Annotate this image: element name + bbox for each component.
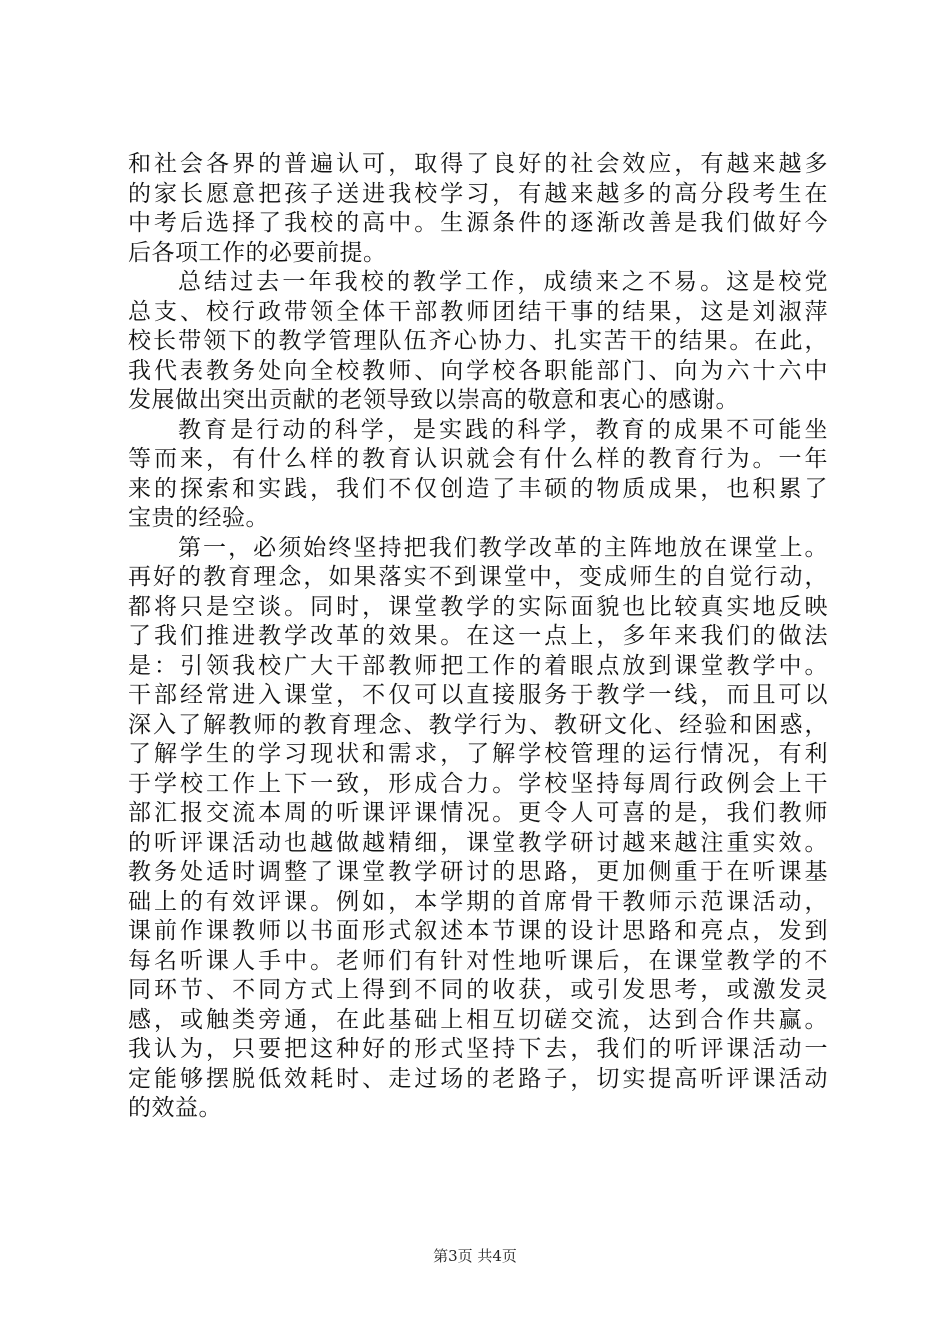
text-line: 干部经常进入课堂，不仅可以直接服务于教学一线，而且可以: [128, 682, 828, 708]
text-line: 教育是行动的科学，是实践的科学，教育的成果不可能坐: [178, 416, 828, 443]
text-line: 每名听课人手中。老师们有针对性地听课后，在课堂教学的不: [128, 947, 828, 974]
text-line: 础上的有效评课。例如，本学期的首席骨干教师示范课活动，: [128, 888, 828, 915]
text-line: 发展做出突出贡献的老领导致以崇高的敬意和衷心的感谢。: [128, 387, 739, 413]
text-line: 于学校工作上下一致，形成合力。学校坚持每周行政例会上干: [128, 770, 828, 797]
text-line: 是：引领我校广大干部教师把工作的着眼点放到课堂教学中。: [128, 652, 828, 679]
page-footer: [0, 1246, 950, 1266]
text-line: 部汇报交流本周的听课评课情况。更令人可喜的是，我们教师: [128, 800, 828, 826]
text-line: 深入了解教师的教育理念、教学行为、教研文化、经验和困惑，: [128, 711, 828, 738]
text-line: 同环节、不同方式上得到不同的收获，或引发思考，或激发灵: [128, 977, 828, 1003]
text-line: 教务处适时调整了课堂教学研讨的思路，更加侧重于在听课基: [128, 859, 828, 885]
text-line: 第一，必须始终坚持把我们教学改革的主阵地放在课堂上。: [178, 534, 828, 561]
paragraph-2: [128, 268, 828, 416]
text-line: 和社会各界的普遍认可，取得了良好的社会效应，有越来越多: [128, 151, 828, 177]
text-line: 我代表教务处向全校教师、向学校各职能部门、向为六十六中: [128, 357, 828, 384]
text-line: 校长带领下的教学管理队伍齐心协力、扎实苦干的结果。在此，: [128, 328, 828, 354]
text-line: 总结过去一年我校的教学工作，成绩来之不易。这是校党: [178, 269, 828, 295]
text-line: 等而来，有什么样的教育认识就会有什么样的教育行为。一年: [128, 446, 828, 472]
paragraph-3: [128, 416, 828, 534]
text-line: 了我们推进教学改革的效果。在这一点上，多年来我们的做法: [128, 623, 828, 649]
text-line: 都将只是空谈。同时，课堂教学的实际面貌也比较真实地反映: [128, 593, 828, 620]
text-line: 的效益。: [128, 1095, 222, 1121]
text-line: 的听评课活动也越做越精细，课堂教学研讨越来越注重实效。: [128, 829, 828, 856]
text-line: 总支、校行政带领全体干部教师团结干事的结果，这是刘淑萍: [128, 298, 828, 325]
text-line: 的家长愿意把孩子送进我校学习，有越来越多的高分段考生在: [128, 180, 828, 207]
text-line: 课前作课教师以书面形式叙述本节课的设计思路和亮点，发到: [128, 918, 828, 944]
text-line: 宝贵的经验。: [128, 505, 269, 531]
text-line: 中考后选择了我校的高中。生源条件的逐渐改善是我们做好今: [128, 210, 828, 236]
paragraph-4: [128, 534, 828, 1124]
page-number-label: 第3页 共4页: [433, 1247, 517, 1265]
paragraph-1: [128, 150, 828, 268]
text-line: 再好的教育理念，如果落实不到课堂中，变成师生的自觉行动，: [128, 564, 828, 590]
document-body: [128, 150, 828, 1124]
text-line: 我认为，只要把这种好的形式坚持下去，我们的听评课活动一: [128, 1036, 828, 1062]
text-line: 来的探索和实践，我们不仅创造了丰硕的物质成果，也积累了: [128, 475, 828, 502]
text-line: 了解学生的学习现状和需求，了解学校管理的运行情况，有利: [128, 741, 828, 767]
text-line: 感，或触类旁通，在此基础上相互切磋交流，达到合作共赢。: [128, 1006, 828, 1033]
text-line: 后各项工作的必要前提。: [128, 239, 387, 266]
text-line: 定能够摆脱低效耗时、走过场的老路子，切实提高听评课活动: [128, 1065, 828, 1092]
